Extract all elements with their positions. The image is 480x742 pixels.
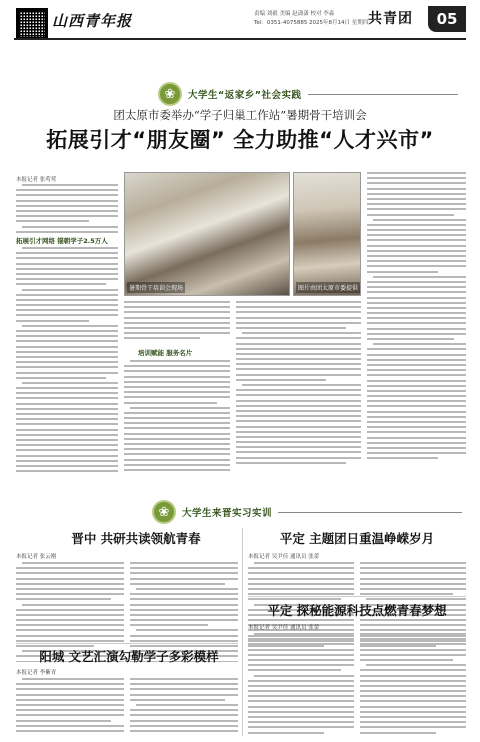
- article3-text-col2: [130, 678, 238, 736]
- article4-text-col1: [248, 633, 354, 737]
- article2-headline: 平定 主题团日重温峥嵘岁月: [279, 531, 435, 546]
- bottom-section-label: 大学生来晋实习实训: [182, 508, 273, 519]
- top-story-col3-text: [236, 301, 361, 477]
- page-number-badge: 05: [428, 6, 466, 32]
- top-story-byline: 本报记者 张莺莺: [16, 177, 57, 183]
- top-story-col4-text: [367, 172, 466, 478]
- column-divider: [242, 528, 243, 736]
- top-story-headline: 拓展引才“朋友圈” 全力助推“人才兴市”: [46, 128, 434, 152]
- bottom-section-tag: [152, 500, 462, 524]
- top-story-subhead-1: 拓展引才网络 锚朝学子2.5万人: [16, 237, 108, 245]
- top-section-label: 大学生“返家乡”社会实践: [188, 90, 302, 101]
- section-name: 共青团: [368, 11, 413, 27]
- top-story-col1-text-b: [16, 247, 118, 477]
- qr-code: [16, 8, 48, 40]
- article2-byline: 本报记者 吴尹佳 通讯员 张蕾: [248, 554, 320, 560]
- masthead-rule: [14, 38, 466, 40]
- article-divider: [16, 643, 238, 644]
- article1-headline: 晋中 共研共读领航青春: [71, 531, 201, 546]
- article3-byline: 本报记者 李紫青: [16, 670, 57, 676]
- article-divider: [248, 596, 466, 597]
- article1-byline: 本报记者 张云刚: [16, 554, 57, 560]
- newspaper-logo: 山西青年报: [52, 12, 133, 30]
- flower-emblem-icon: ❀: [158, 82, 182, 106]
- article4-text-col2: [360, 633, 466, 737]
- masthead-meta-line1: 责编 刘毅 美编 赵潇潇 校对 李淼: [254, 11, 335, 17]
- photo-caption-main: 暑期骨干培训会现场: [127, 282, 185, 293]
- photo-caption-side: 图片由团太原市委提供: [296, 282, 360, 293]
- article4-byline: 本报记者 吴尹佳 通讯员 张蕾: [248, 625, 320, 631]
- top-story-subhead-2: 培训赋能 服务名片: [138, 349, 193, 357]
- top-story-photo-side: [293, 172, 361, 296]
- masthead-meta-line2: Tel：0351-4075885 2025年8月14日 星期四: [254, 20, 369, 26]
- section-rule: [308, 94, 459, 95]
- section-rule: [278, 512, 462, 513]
- top-story-col1-text-a: [16, 184, 118, 234]
- article4-headline: 平定 探秘能源科技点燃青春梦想: [267, 603, 447, 618]
- flower-emblem-icon: ❀: [152, 500, 176, 524]
- top-story-photo-main: [124, 172, 290, 296]
- article3-headline: 阳城 文艺汇演勾勒学子多彩模样: [39, 649, 219, 664]
- top-story-col2-text-b: [124, 360, 230, 478]
- top-story-kicker: 团太原市委举办“学子归巢工作站”暑期骨干培训会: [113, 108, 367, 122]
- top-story-col2-text-a: [124, 301, 230, 345]
- top-section-tag: [158, 82, 458, 106]
- article3-text-col1: [16, 678, 124, 736]
